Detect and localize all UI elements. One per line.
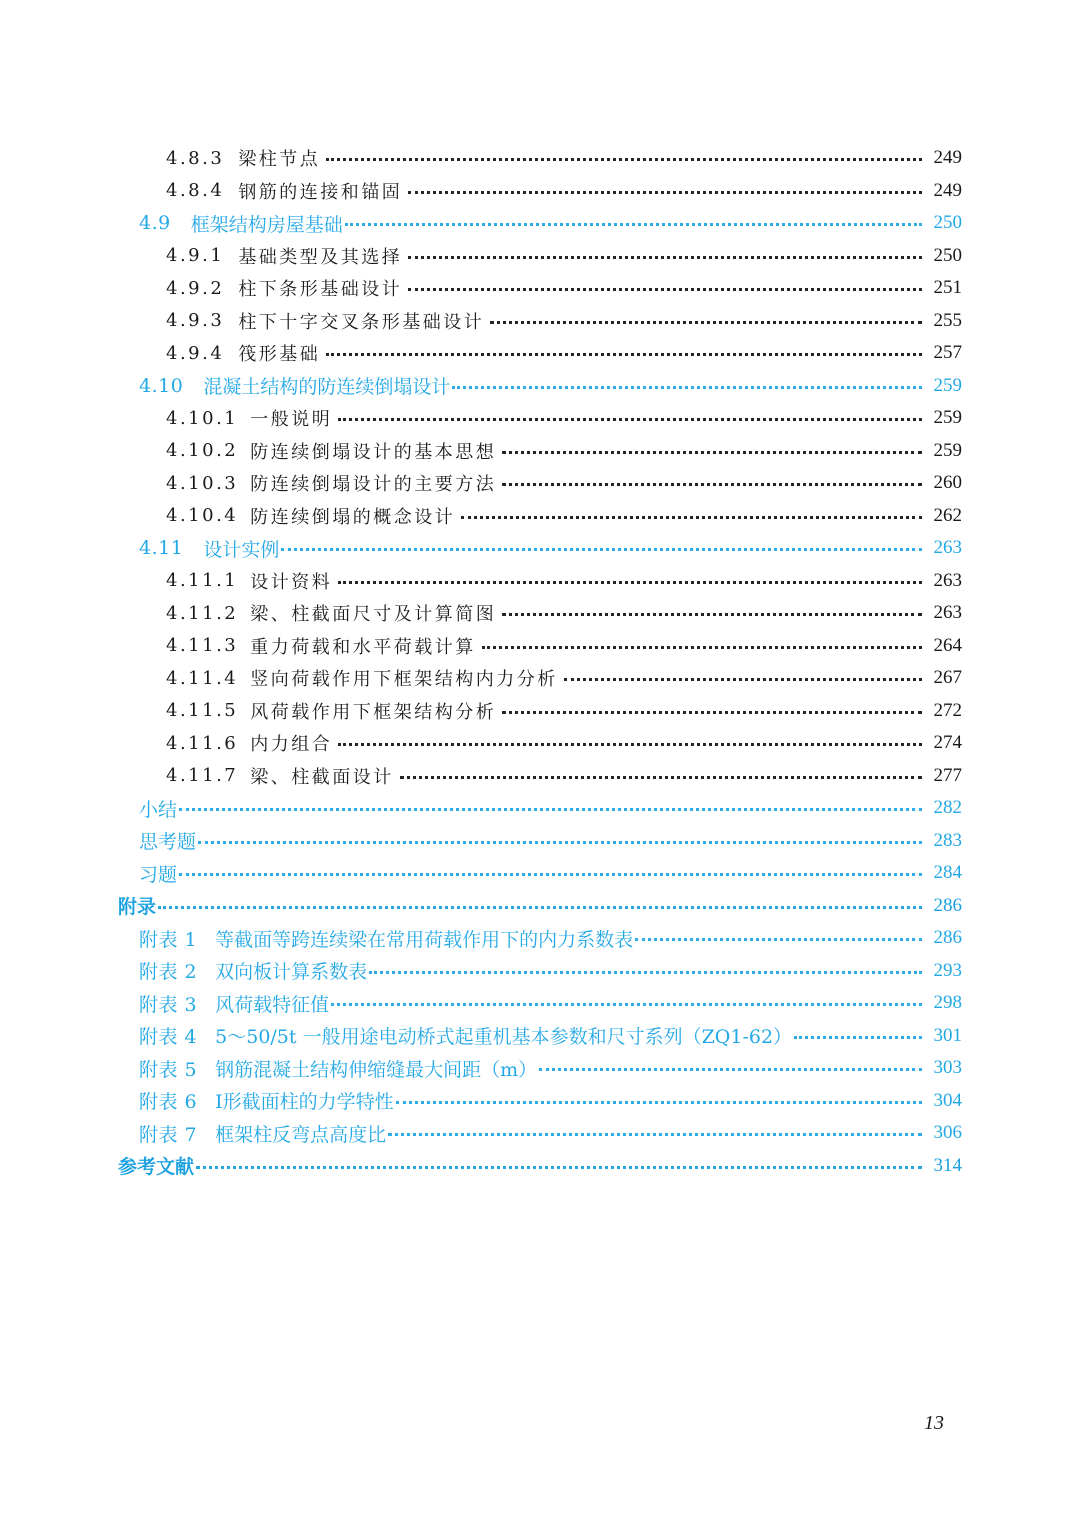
toc-entry-page: 263 bbox=[933, 602, 962, 624]
toc-entry-title: 参考文献 bbox=[118, 1156, 195, 1179]
toc-entry-page: 277 bbox=[933, 764, 962, 786]
dot-leader bbox=[794, 1035, 922, 1039]
toc-entry-page: 286 bbox=[933, 894, 962, 916]
dot-leader bbox=[179, 807, 922, 811]
toc-entry-title: Ⅰ形截面柱的力学特性 bbox=[215, 1091, 394, 1114]
toc-entry-title: 重力荷载和水平荷载计算 bbox=[250, 636, 476, 658]
toc-entry[interactable] bbox=[0, 597, 1080, 630]
toc-entry-page: 250 bbox=[933, 244, 962, 266]
dot-leader bbox=[338, 580, 922, 584]
toc-entry[interactable] bbox=[0, 175, 1080, 208]
toc-entry-number: 附表 6 bbox=[139, 1091, 198, 1114]
toc-entry-page: 286 bbox=[933, 927, 962, 949]
toc-entry[interactable] bbox=[0, 1150, 1080, 1183]
toc-entry-title: 梁、柱截面设计 bbox=[250, 766, 394, 788]
toc-entry-title: 防连续倒塌设计的主要方法 bbox=[250, 474, 497, 496]
toc-entry-page: 267 bbox=[933, 667, 962, 689]
toc-entry-page: 263 bbox=[933, 569, 962, 591]
toc-entry-page: 249 bbox=[933, 147, 962, 169]
toc-entry-number: 4.8.3 bbox=[166, 147, 225, 169]
toc-entry[interactable] bbox=[0, 857, 1080, 890]
dot-leader bbox=[345, 222, 922, 226]
dot-leader bbox=[539, 1067, 922, 1071]
dot-leader bbox=[396, 1100, 922, 1104]
toc-entry-number: 附表 5 bbox=[139, 1058, 198, 1081]
toc-entry-title: 一般说明 bbox=[250, 409, 333, 431]
toc-entry-title: 5～50/5t 一般用途电动桥式起重机基本参数和尺寸系列（ZQ1-62） bbox=[215, 1026, 793, 1049]
toc-entry-title: 防连续倒塌的概念设计 bbox=[250, 506, 456, 528]
toc-entry-number: 附表 4 bbox=[139, 1026, 198, 1049]
toc-entry-number: 4.9.3 bbox=[166, 310, 225, 332]
toc-entry[interactable] bbox=[0, 630, 1080, 663]
toc-entry-number: 4.8.4 bbox=[166, 180, 225, 202]
toc-entry-number: 附表 2 bbox=[139, 961, 198, 984]
toc-entry-title: 设计资料 bbox=[250, 571, 333, 593]
toc-entry[interactable] bbox=[0, 1085, 1080, 1118]
toc-entry-title: 等截面等跨连续梁在常用荷载作用下的内力系数表 bbox=[215, 928, 634, 951]
toc-entry-number: 4.11.6 bbox=[166, 732, 239, 754]
toc-entry[interactable] bbox=[0, 272, 1080, 305]
toc-entry-page: 298 bbox=[933, 992, 962, 1014]
dot-leader bbox=[502, 612, 922, 616]
dot-leader bbox=[179, 872, 922, 876]
toc-entry[interactable] bbox=[0, 792, 1080, 825]
dot-leader bbox=[198, 840, 922, 844]
toc-entry-page: 284 bbox=[933, 862, 962, 884]
dot-leader bbox=[461, 515, 922, 519]
toc-entry-title: 防连续倒塌设计的基本思想 bbox=[250, 441, 497, 463]
dot-leader bbox=[369, 970, 922, 974]
toc-entry-page: 293 bbox=[933, 959, 962, 981]
toc-entry-number: 4.10.4 bbox=[166, 505, 239, 527]
toc-entry-number: 附表 3 bbox=[139, 993, 198, 1016]
toc-entry-page: 251 bbox=[933, 277, 962, 299]
toc-entry[interactable] bbox=[0, 890, 1080, 923]
dot-leader bbox=[196, 1165, 922, 1169]
toc-entry[interactable] bbox=[0, 500, 1080, 533]
toc-entry-number: 4.10.1 bbox=[166, 407, 239, 429]
dot-leader bbox=[388, 1132, 922, 1136]
toc-entry-number: 4.11.1 bbox=[166, 570, 239, 592]
toc-entry[interactable] bbox=[0, 337, 1080, 370]
toc-entry-page: 264 bbox=[933, 634, 962, 656]
toc-entry-number: 4.11.4 bbox=[166, 667, 239, 689]
dot-leader bbox=[158, 905, 922, 909]
toc-entry-number: 4.10 bbox=[139, 374, 184, 397]
toc-entry-title: 思考题 bbox=[139, 831, 197, 854]
toc-entry[interactable] bbox=[0, 1052, 1080, 1085]
toc-entry-number: 4.10.2 bbox=[166, 440, 239, 462]
toc-entry[interactable] bbox=[0, 727, 1080, 760]
dot-leader bbox=[502, 450, 922, 454]
toc-entry[interactable] bbox=[0, 662, 1080, 695]
toc-entry[interactable] bbox=[0, 467, 1080, 500]
toc-entry-title: 框架柱反弯点高度比 bbox=[215, 1123, 387, 1146]
dot-leader bbox=[502, 710, 922, 714]
toc-entry[interactable] bbox=[0, 532, 1080, 565]
page-number: 13 bbox=[924, 1412, 944, 1434]
dot-leader bbox=[408, 190, 922, 194]
dot-leader bbox=[490, 320, 922, 324]
toc-entry-title: 柱下十字交叉条形基础设计 bbox=[238, 311, 485, 333]
toc-entry[interactable] bbox=[0, 955, 1080, 988]
toc-entry-page: 303 bbox=[933, 1057, 962, 1079]
toc-entry-page: 306 bbox=[933, 1122, 962, 1144]
toc-entry[interactable] bbox=[0, 565, 1080, 598]
toc-entry-page: 255 bbox=[933, 309, 962, 331]
toc-entry[interactable] bbox=[0, 142, 1080, 175]
dot-leader bbox=[564, 677, 922, 681]
toc-entry-title: 竖向荷载作用下框架结构内力分析 bbox=[250, 669, 558, 691]
toc-entry-page: 301 bbox=[933, 1024, 962, 1046]
dot-leader bbox=[338, 742, 922, 746]
toc-entry-page: 283 bbox=[933, 829, 962, 851]
toc-entry-page: 249 bbox=[933, 179, 962, 201]
toc-entry[interactable] bbox=[0, 825, 1080, 858]
toc-entry-title: 双向板计算系数表 bbox=[215, 961, 368, 984]
toc-entry-number: 4.11.5 bbox=[166, 700, 239, 722]
toc-entry[interactable] bbox=[0, 922, 1080, 955]
table-of-contents bbox=[0, 142, 1080, 1182]
toc-entry[interactable] bbox=[0, 370, 1080, 403]
toc-entry-page: 257 bbox=[933, 342, 962, 364]
toc-entry-number: 4.9 bbox=[139, 212, 171, 235]
dot-leader bbox=[452, 385, 922, 389]
toc-entry-title: 筏形基础 bbox=[238, 344, 321, 366]
dot-leader bbox=[482, 645, 922, 649]
toc-entry[interactable] bbox=[0, 435, 1080, 468]
toc-entry[interactable] bbox=[0, 402, 1080, 435]
toc-entry-page: 259 bbox=[933, 407, 962, 429]
dot-leader bbox=[338, 417, 922, 421]
toc-entry[interactable] bbox=[0, 1117, 1080, 1150]
toc-entry-page: 263 bbox=[933, 537, 962, 559]
toc-entry[interactable] bbox=[0, 305, 1080, 338]
toc-entry-title: 风荷载特征值 bbox=[215, 993, 330, 1016]
toc-entry-number: 4.11.7 bbox=[166, 765, 239, 787]
toc-entry-title: 梁、柱截面尺寸及计算简图 bbox=[250, 604, 497, 626]
toc-entry[interactable] bbox=[0, 240, 1080, 273]
dot-leader bbox=[400, 775, 922, 779]
dot-leader bbox=[326, 352, 922, 356]
toc-entry-number: 4.11 bbox=[139, 537, 184, 560]
toc-entry-title: 基础类型及其选择 bbox=[238, 246, 403, 268]
toc-entry-page: 282 bbox=[933, 797, 962, 819]
dot-leader bbox=[408, 255, 922, 259]
toc-entry[interactable] bbox=[0, 760, 1080, 793]
toc-entry-title: 小结 bbox=[139, 798, 178, 821]
toc-entry-title: 钢筋混凝土结构伸缩缝最大间距（m） bbox=[215, 1058, 538, 1081]
toc-entry-page: 314 bbox=[933, 1154, 962, 1176]
toc-entry-page: 259 bbox=[933, 374, 962, 396]
dot-leader bbox=[502, 482, 922, 486]
dot-leader bbox=[635, 937, 922, 941]
toc-entry-title: 习题 bbox=[139, 863, 178, 886]
toc-entry-title: 风荷载作用下框架结构分析 bbox=[250, 701, 497, 723]
dot-leader bbox=[281, 547, 922, 551]
toc-entry-page: 304 bbox=[933, 1089, 962, 1111]
toc-entry-title: 混凝土结构的防连续倒塌设计 bbox=[203, 376, 451, 399]
toc-entry-title: 梁柱节点 bbox=[238, 149, 321, 171]
dot-leader bbox=[408, 287, 922, 291]
toc-entry-title: 内力组合 bbox=[250, 734, 333, 756]
toc-entry-page: 259 bbox=[933, 439, 962, 461]
toc-entry-number: 4.10.3 bbox=[166, 472, 239, 494]
toc-entry-title: 柱下条形基础设计 bbox=[238, 279, 403, 301]
dot-leader bbox=[326, 157, 922, 161]
toc-entry-page: 272 bbox=[933, 699, 962, 721]
toc-entry-page: 250 bbox=[933, 212, 962, 234]
toc-entry-number: 4.9.4 bbox=[166, 342, 225, 364]
toc-entry-number: 4.9.1 bbox=[166, 245, 225, 267]
toc-entry-page: 260 bbox=[933, 472, 962, 494]
toc-entry-number: 4.9.2 bbox=[166, 277, 225, 299]
toc-entry-number: 附表 1 bbox=[139, 928, 198, 951]
dot-leader bbox=[331, 1002, 922, 1006]
toc-entry-page: 262 bbox=[933, 504, 962, 526]
toc-entry-page: 274 bbox=[933, 732, 962, 754]
toc-entry[interactable] bbox=[0, 207, 1080, 240]
toc-entry[interactable] bbox=[0, 695, 1080, 728]
toc-entry[interactable] bbox=[0, 987, 1080, 1020]
toc-entry-number: 附表 7 bbox=[139, 1123, 198, 1146]
toc-entry[interactable] bbox=[0, 1020, 1080, 1053]
toc-entry-title: 附录 bbox=[118, 896, 157, 919]
toc-entry-number: 4.11.2 bbox=[166, 602, 239, 624]
toc-entry-title: 钢筋的连接和锚固 bbox=[238, 181, 403, 203]
toc-entry-title: 框架结构房屋基础 bbox=[190, 213, 343, 236]
toc-entry-title: 设计实例 bbox=[203, 538, 280, 561]
toc-entry-number: 4.11.3 bbox=[166, 635, 239, 657]
